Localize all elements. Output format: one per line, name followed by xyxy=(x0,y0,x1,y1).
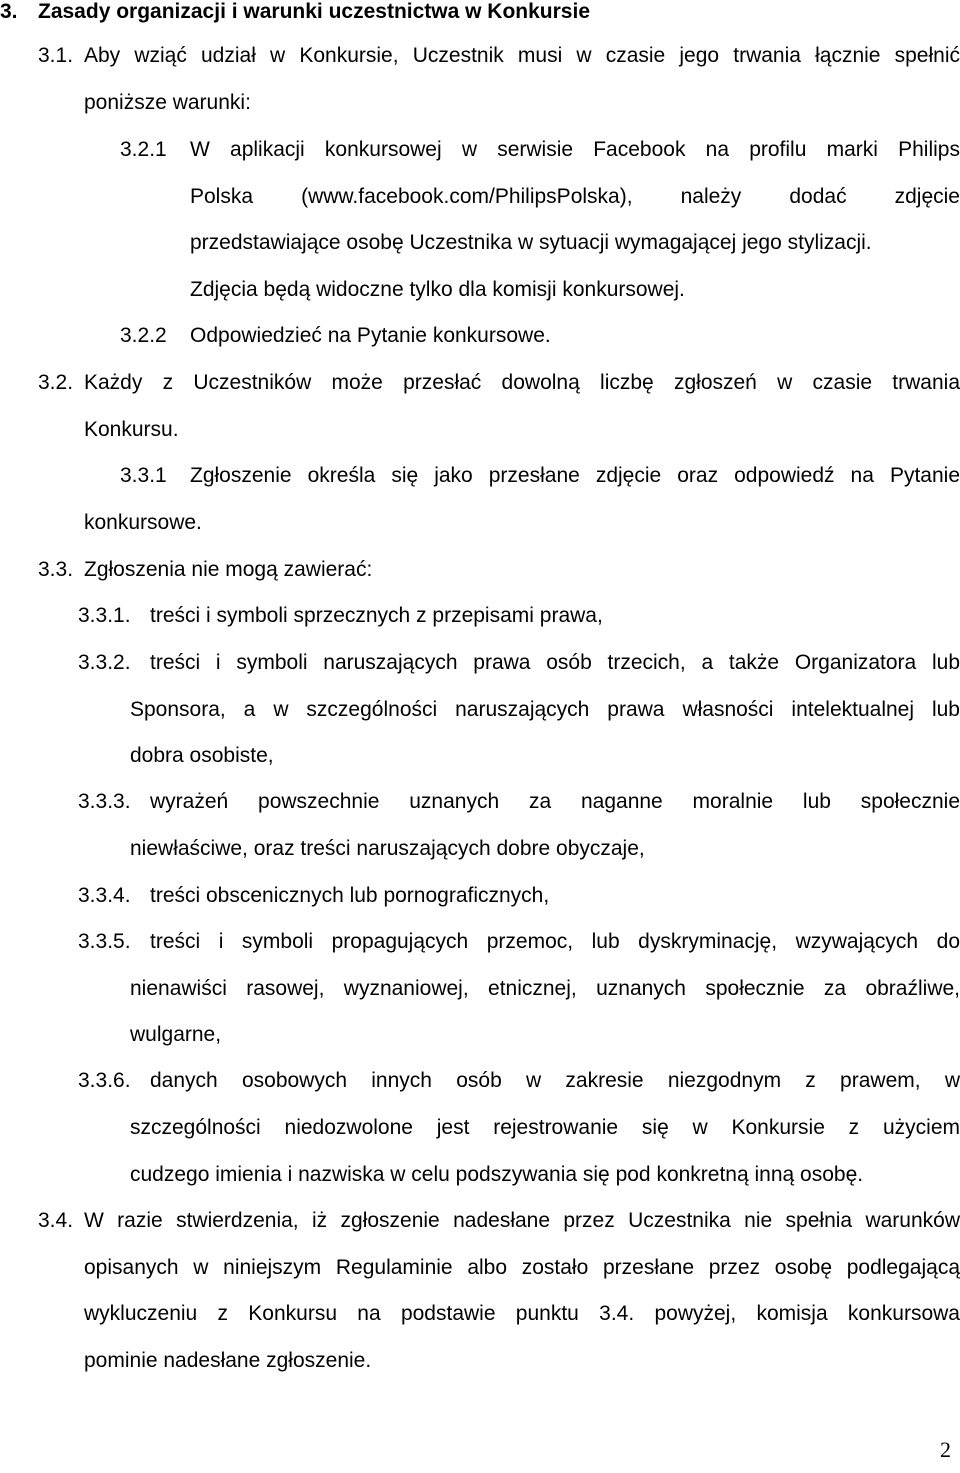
paragraph-line: W aplikacji konkursowej w serwisie Facebook na profilu marki Philips xyxy=(190,138,960,161)
paragraph-number: 3.2. xyxy=(38,371,74,394)
paragraph-line: Zdjęcia będą widoczne tylko dla komisji konkursowej. xyxy=(190,278,685,301)
paragraph-number: 3.2.1 xyxy=(120,138,167,161)
paragraph-line: opisanych w niniejszym Regulaminie albo zostało przesłane przez osobę podlegającą xyxy=(84,1256,960,1279)
list-number: 3.3.1. xyxy=(78,604,131,627)
paragraph-line: konkursowe. xyxy=(84,511,202,534)
list-item-line: niewłaściwe, oraz treści naruszających dobre obyczaje, xyxy=(130,837,645,860)
list-number: 3.3.3. xyxy=(78,790,131,813)
paragraph-line: Zgłoszenia nie mogą zawierać: xyxy=(84,558,373,581)
paragraph-number: 3.3.1 xyxy=(120,464,167,487)
list-item-line: treści i symboli sprzecznych z przepisami prawa, xyxy=(150,604,603,627)
paragraph-line: Polska (www.facebook.com/PhilipsPolska), należy dodać zdjęcie xyxy=(190,185,960,208)
list-number: 3.3.2. xyxy=(78,651,131,674)
paragraph-number: 3.4. xyxy=(38,1209,74,1232)
list-item-line: treści i symboli naruszających prawa osób trzecich, a także Organizatora lub xyxy=(150,651,960,674)
paragraph-line: Zgłoszenie określa się jako przesłane zdjęcie oraz odpowiedź na Pytanie xyxy=(190,464,960,487)
paragraph-number: 3.3. xyxy=(38,558,74,581)
paragraph-line: Konkursu. xyxy=(84,418,179,441)
paragraph-line: Odpowiedzieć na Pytanie konkursowe. xyxy=(190,324,551,347)
list-item-line: danych osobowych innych osób w zakresie niezgodnym z prawem, w xyxy=(150,1069,960,1092)
list-item-line: cudzego imienia i nazwiska w celu podszywania się pod konkretną inną osobę. xyxy=(130,1163,864,1186)
section-number: 3. xyxy=(0,0,18,23)
list-item-line: wulgarne, xyxy=(130,1023,222,1046)
list-number: 3.3.6. xyxy=(78,1069,131,1092)
list-item-line: dobra osobiste, xyxy=(130,744,274,767)
list-item-line: treści obscenicznych lub pornograficznych, xyxy=(150,884,550,907)
paragraph-line: W razie stwierdzenia, iż zgłoszenie nadesłane przez Uczestnika nie spełnia warunków xyxy=(84,1209,960,1232)
paragraph-number: 3.1. xyxy=(38,44,74,67)
list-item-line: treści i symboli propagujących przemoc, lub dyskryminację, wzywających do xyxy=(150,930,960,953)
list-item-line: nienawiści rasowej, wyznaniowej, etnicznej, uznanych społecznie za obraźliwe, xyxy=(130,977,960,1000)
list-item-line: wyrażeń powszechnie uznanych za naganne moralnie lub społecznie xyxy=(150,790,960,813)
paragraph-line: Każdy z Uczestników może przesłać dowolną liczbę zgłoszeń w czasie trwania xyxy=(84,371,960,394)
section-title: Zasady organizacji i warunki uczestnictwa w Konkursie xyxy=(38,0,590,23)
list-item-line: szczególności niedozwolone jest rejestrowanie się w Konkursie z użyciem xyxy=(130,1116,960,1139)
paragraph-line: pominie nadesłane zgłoszenie. xyxy=(84,1349,372,1372)
list-number: 3.3.4. xyxy=(78,884,131,907)
paragraph-line: poniższe warunki: xyxy=(84,91,251,114)
list-number: 3.3.5. xyxy=(78,930,131,953)
paragraph-line: wykluczeniu z Konkursu na podstawie punktu 3.4. powyżej, komisja konkursowa xyxy=(84,1302,960,1325)
list-item-line: Sponsora, a w szczególności naruszających prawa własności intelektualnej lub xyxy=(130,698,960,721)
paragraph-line: Aby wziąć udział w Konkursie, Uczestnik musi w czasie jego trwania łącznie spełnić xyxy=(84,44,960,67)
paragraph-line: przedstawiające osobę Uczestnika w sytuacji wymagającej jego stylizacji. xyxy=(190,231,872,254)
page-number: 2 xyxy=(940,1437,951,1462)
paragraph-number: 3.2.2 xyxy=(120,324,167,347)
